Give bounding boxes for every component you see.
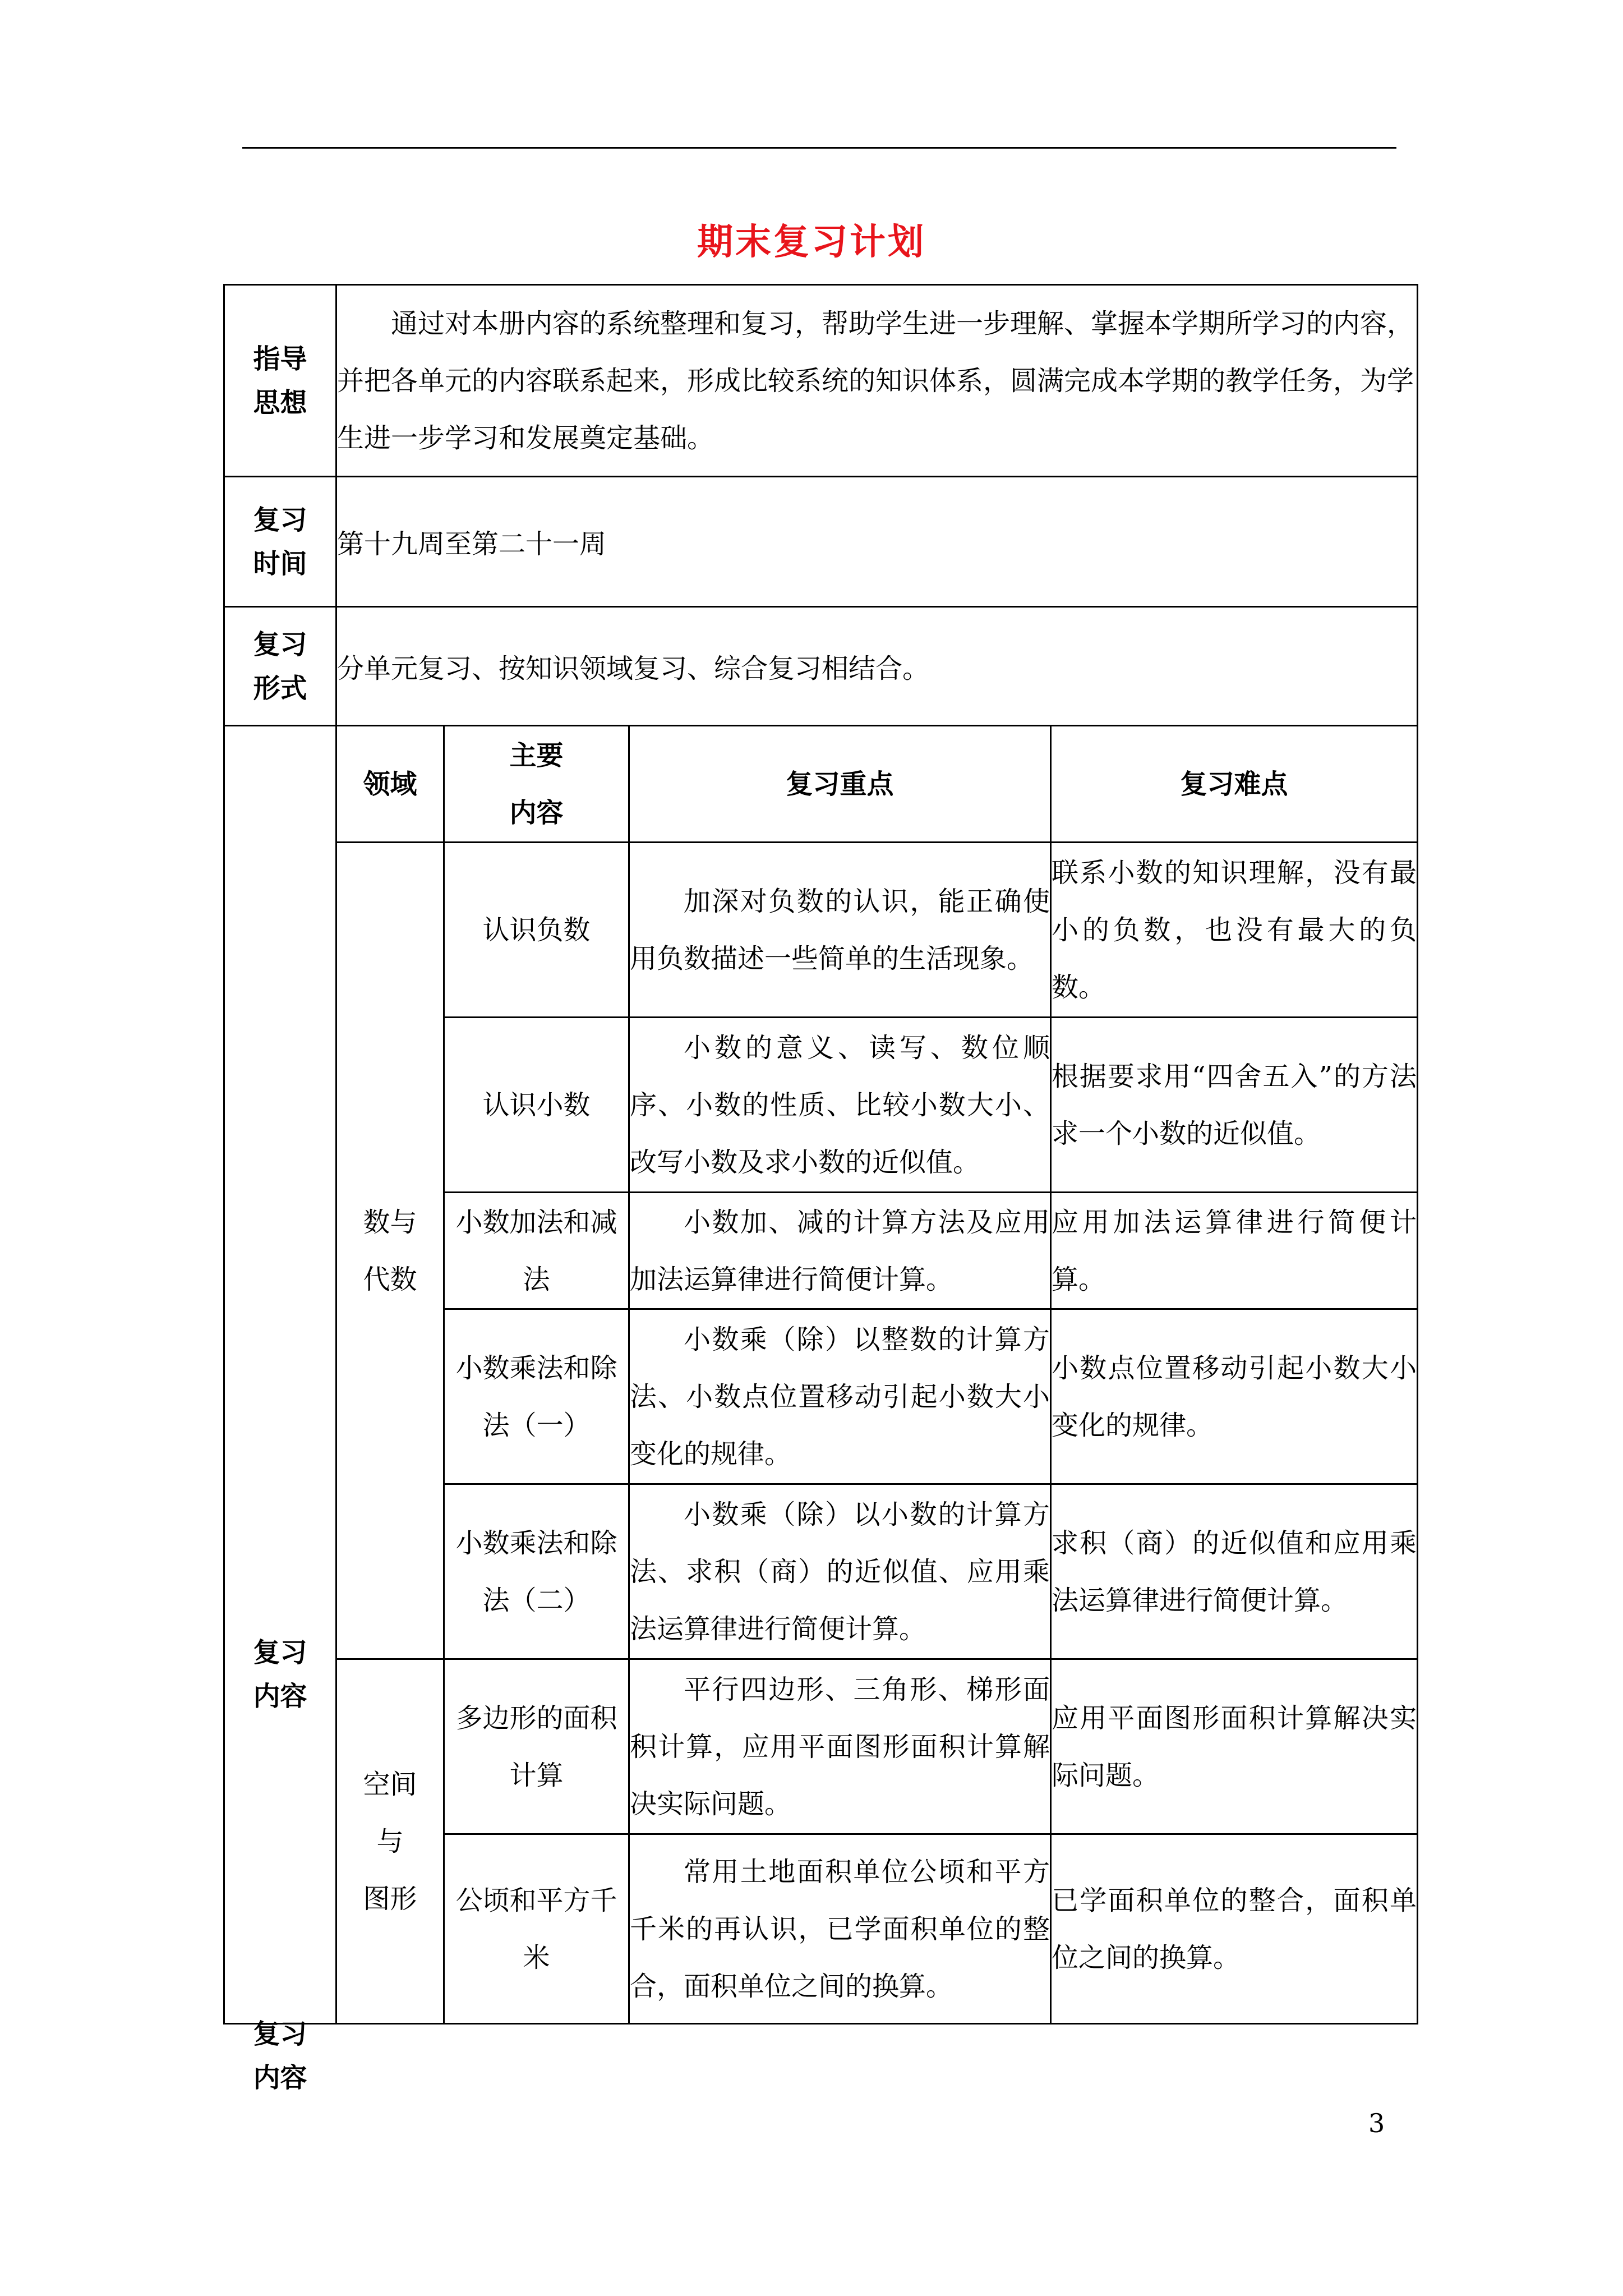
label-time: 复习 时间 [224, 477, 336, 607]
header-difficulties: 复习难点 [1051, 726, 1418, 843]
key-point-cell: 小数乘（除）以整数的计算方法、小数点位置移动引起小数大小变化的规律。 [629, 1309, 1051, 1484]
domain-space-shape: 空间 与 图形 [336, 1659, 444, 2024]
key-point-cell: 平行四边形、三角形、梯形面积计算，应用平面图形面积计算解决实际问题。 [629, 1659, 1051, 1834]
difficulty-cell: 联系小数的知识理解，没有最小的负数，也没有最大的负数。 [1051, 843, 1418, 1018]
topic-cell: 多边形的面积计算 [444, 1659, 629, 1834]
difficulty-cell: 小数点位置移动引起小数大小变化的规律。 [1051, 1309, 1418, 1484]
label-guiding: 指导 思想 [224, 285, 336, 477]
row-time [224, 477, 1418, 607]
domain-number-algebra: 数与 代数 [336, 843, 444, 1659]
document-title: 期末复习计划 [697, 221, 926, 263]
key-point-cell: 常用土地面积单位公顷和平方千米的再认识，已学面积单位的整合，面积单位之间的换算。 [629, 1834, 1051, 2024]
guiding-text: 通过对本册内容的系统整理和复习，帮助学生进一步理解、掌握本学期所学习的内容，并把各单元的内容联系起来，形成比较系统的知识体系，圆满完成本学期的教学任务，为学生进一步学习和发展奠定基础。 [336, 285, 1418, 477]
page-number: 3 [1368, 2108, 1385, 2138]
topic-cell: 认识负数 [444, 843, 629, 1018]
content-header-row [224, 726, 1418, 843]
time-text: 第十九周至第二十一周 [336, 477, 1418, 607]
table-row [224, 1659, 1418, 1834]
topic-cell: 小数乘法和除法（二） [444, 1484, 629, 1659]
difficulty-cell: 求积（商）的近似值和应用乘法运算律进行简便计算。 [1051, 1484, 1418, 1659]
table-row [224, 843, 1418, 1018]
topic-cell: 公顷和平方千米 [444, 1834, 629, 2024]
key-point-cell: 小数加、减的计算方法及应用加法运算律进行简便计算。 [629, 1193, 1051, 1309]
row-format [224, 607, 1418, 726]
review-plan-table [223, 284, 1418, 2093]
key-point-cell: 小数的意义、读写、数位顺序、小数的性质、比较小数大小、改写小数及求小数的近似值。 [629, 1018, 1051, 1193]
difficulty-cell: 根据要求用“四舍五入”的方法求一个小数的近似值。 [1051, 1018, 1418, 1193]
topic-cell: 小数乘法和除法（一） [444, 1309, 629, 1484]
difficulty-cell: 应用平面图形面积计算解决实际问题。 [1051, 1659, 1418, 1834]
label-content: 复习 内容 复习 内容 [224, 726, 336, 2024]
format-text: 分单元复习、按知识领域复习、综合复习相结合。 [336, 607, 1418, 726]
header-main-content: 主要 内容 [444, 726, 629, 843]
difficulty-cell: 已学面积单位的整合，面积单位之间的换算。 [1051, 1834, 1418, 2024]
label-format: 复习 形式 [224, 607, 336, 726]
key-point-cell: 小数乘（除）以小数的计算方法、求积（商）的近似值、应用乘法运算律进行简便计算。 [629, 1484, 1051, 1659]
topic-cell: 小数加法和减法 [444, 1193, 629, 1309]
row-guiding [224, 285, 1418, 477]
key-point-cell: 加深对负数的认识，能正确使用负数描述一些简单的生活现象。 [629, 843, 1051, 1018]
header-rule [242, 147, 1396, 149]
header-key-points: 复习重点 [629, 726, 1051, 843]
topic-cell: 认识小数 [444, 1018, 629, 1193]
header-domain: 领域 [336, 726, 444, 843]
difficulty-cell: 应用加法运算律进行简便计算。 [1051, 1193, 1418, 1309]
